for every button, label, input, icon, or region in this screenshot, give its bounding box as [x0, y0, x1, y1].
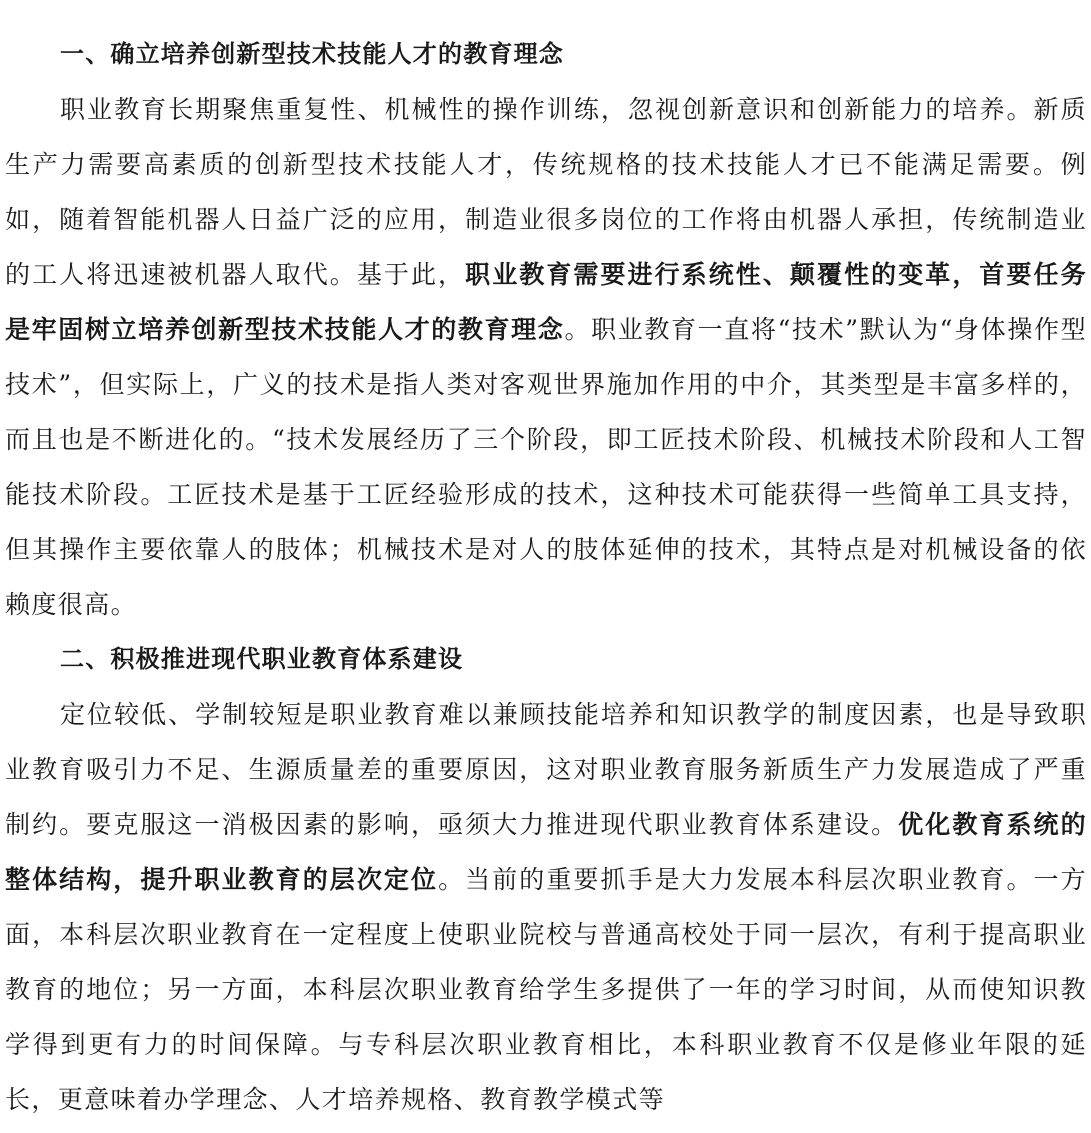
section-1-text-rest: 。职业教育一直将“技术”默认为“身体操作型技术”，但实际上，广义的技术是指人类对客观世界施加作用的中介，其类型是丰富多样的，而且也是不断进化的。“技术发展经历了三个阶段，即工匠技术阶段、机械技术阶段和人工智能技术阶段。工匠技术是基于工匠经验形成的技术，这种技术可能获得一些简单工具支持，但其操作主要依靠人的肢体；机械技术是对人的肢体延伸的技术，其特点是对机械设备的依赖度很高。 [5, 315, 1087, 619]
document-body [5, 27, 1087, 1127]
section-2-text-rest: 。当前的重要抓手是大力发展本科层次职业教育。一方面，本科层次职业教育在一定程度上使职业院校与普通高校处于同一层次，有利于提高职业教育的地位；另一方面，本科层次职业教育给学生多提供了一年的学习时间，从而使知识教学得到更有力的时间保障。与专科层次职业教育相比，本科职业教育不仅是修业年限的延长，更意味着办学理念、人才培养规格、教育教学模式等 [5, 865, 1087, 1114]
section-1-paragraph [5, 82, 1087, 632]
section-2-heading: 二、积极推进现代职业教育体系建设 [60, 645, 464, 673]
section-1-bold-text: 职业教育需要进行系统性、颠覆性的变革，首要任务是牢固树立培养创新型技术技能人才的教育理念 [5, 260, 1088, 344]
section-2-bold-text: 优化教育系统的整体结构，提升职业教育的层次定位 [5, 810, 1088, 894]
section-1-text-intro: 职业教育长期聚焦重复性、机械性的操作训练，忽视创新意识和创新能力的培养。新质生产力需要高素质的创新型技术技能人才，传统规格的技术技能人才已不能满足需要。例如，随着智能机器人日益广泛的应用，制造业很多岗位的工作将由机器人承担，传统制造业的工人将迅速被机器人取代。基于此， [5, 95, 1087, 289]
section-2-text-intro: 定位较低、学制较短是职业教育难以兼顾技能培养和知识教学的制度因素，也是导致职业教育吸引力不足、生源质量差的重要原因，这对职业教育服务新质生产力发展造成了严重制约。要克服这一消极因素的影响，亟须大力推进现代职业教育体系建设。 [5, 700, 1087, 839]
section-1-heading: 一、确立培养创新型技术技能人才的教育理念 [60, 40, 564, 68]
section-2-paragraph [5, 687, 1087, 1127]
